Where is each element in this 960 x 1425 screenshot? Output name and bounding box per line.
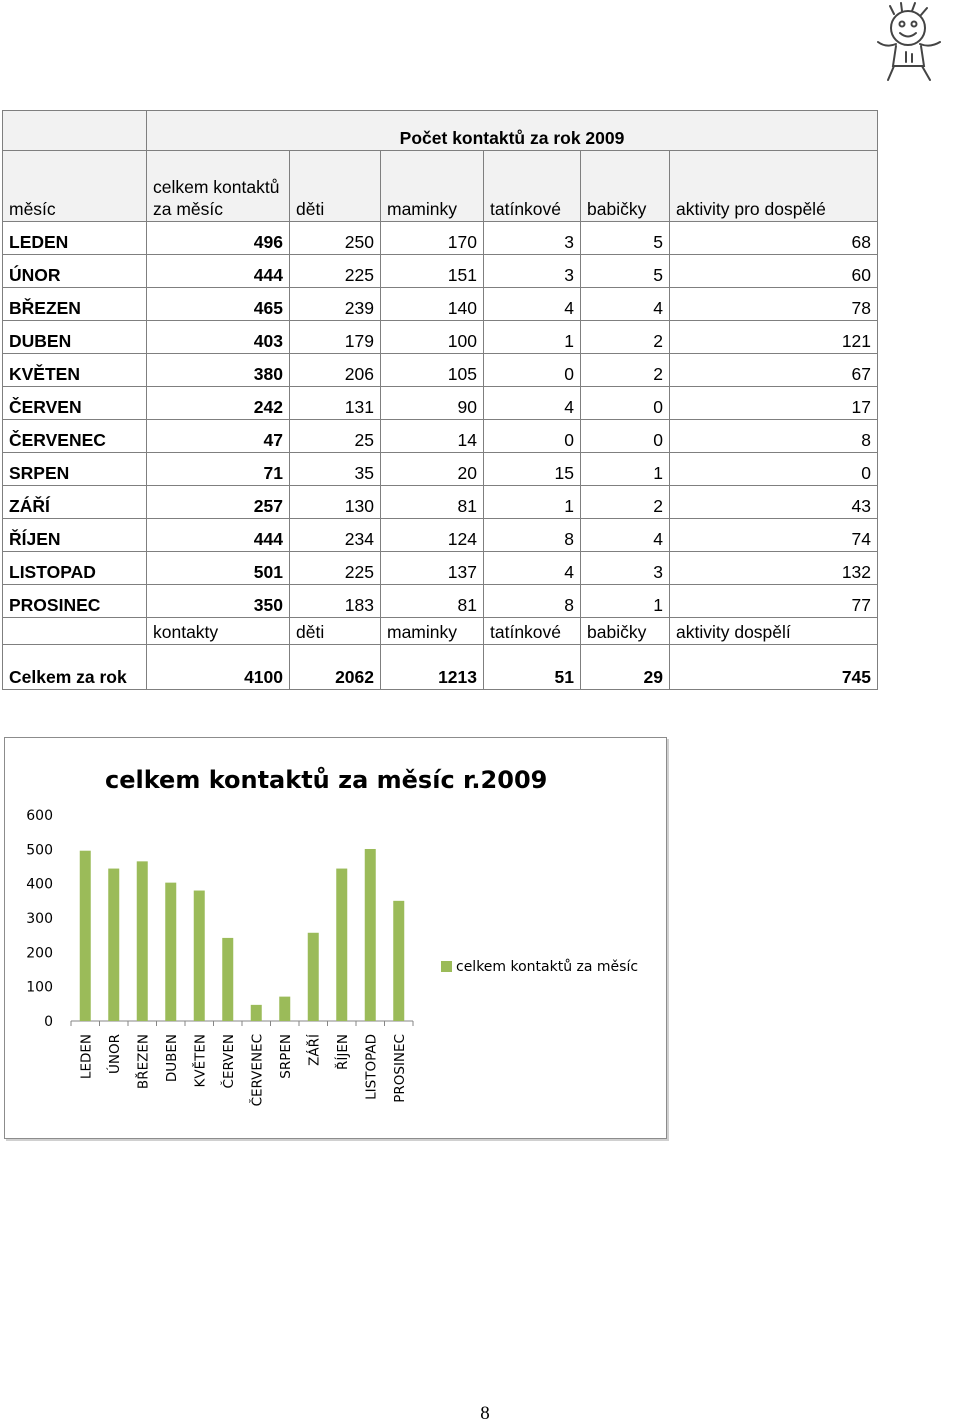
- total-cell: 257: [147, 486, 290, 519]
- chart-bar: [251, 1005, 262, 1021]
- month-cell: KVĚTEN: [3, 354, 147, 387]
- tatinkove-cell: 3: [484, 222, 581, 255]
- tatinkove-cell: 8: [484, 585, 581, 618]
- x-category-label: PROSINEC: [391, 1034, 408, 1103]
- x-category-label: ČERVEN: [220, 1034, 237, 1089]
- chart-bar: [194, 891, 205, 1021]
- chart-bar: [108, 869, 119, 1021]
- x-category-label: SRPEN: [277, 1034, 294, 1079]
- x-category-label: ŘÍJEN: [334, 1034, 351, 1070]
- tatinkove-cell: 0: [484, 354, 581, 387]
- header-deti: děti: [290, 151, 381, 222]
- x-category-label: ČERVENEC: [249, 1034, 266, 1107]
- total-cell: 380: [147, 354, 290, 387]
- x-category-label: LISTOPAD: [363, 1034, 380, 1100]
- table-row: [3, 222, 878, 255]
- total-cell: 444: [147, 255, 290, 288]
- chart-bar: [80, 851, 91, 1021]
- total-cell: 350: [147, 585, 290, 618]
- babicky-cell: 4: [581, 519, 670, 552]
- y-tick-label: 300: [26, 911, 53, 927]
- x-category-label: DUBEN: [163, 1034, 180, 1083]
- total-cell: 403: [147, 321, 290, 354]
- x-category-label: LEDEN: [78, 1034, 95, 1080]
- y-tick-label: 0: [44, 1014, 53, 1030]
- total-cell: 444: [147, 519, 290, 552]
- chart-bar: [137, 861, 148, 1021]
- maminky-cell: 137: [381, 552, 484, 585]
- tatinkove-cell: 8: [484, 519, 581, 552]
- babicky-cell: 5: [581, 255, 670, 288]
- month-cell: SRPEN: [3, 453, 147, 486]
- header-maminky: maminky: [381, 151, 484, 222]
- summary-header-aktivity: aktivity dospělí: [670, 618, 878, 645]
- deti-cell: 239: [290, 288, 381, 321]
- aktivity-cell: 43: [670, 486, 878, 519]
- table-row: [3, 552, 878, 585]
- aktivity-cell: 121: [670, 321, 878, 354]
- summary-babicky: 29: [581, 645, 670, 690]
- chart-bar: [165, 883, 176, 1021]
- chart-bar: [308, 933, 319, 1021]
- contacts-bar-chart: [4, 737, 667, 1139]
- chart-bar: [336, 869, 347, 1021]
- month-cell: DUBEN: [3, 321, 147, 354]
- maminky-cell: 90: [381, 387, 484, 420]
- deti-cell: 179: [290, 321, 381, 354]
- table-row: [3, 486, 878, 519]
- tatinkove-cell: 1: [484, 486, 581, 519]
- deti-cell: 130: [290, 486, 381, 519]
- summary-header-tatinkove: tatínkové: [484, 618, 581, 645]
- aktivity-cell: 0: [670, 453, 878, 486]
- x-category-label: KVĚTEN: [192, 1034, 209, 1088]
- aktivity-cell: 132: [670, 552, 878, 585]
- summary-deti: 2062: [290, 645, 381, 690]
- maminky-cell: 105: [381, 354, 484, 387]
- y-tick-label: 200: [26, 945, 53, 962]
- total-cell: 496: [147, 222, 290, 255]
- aktivity-cell: 68: [670, 222, 878, 255]
- contacts-table: [2, 110, 878, 690]
- summary-kontakty: 4100: [147, 645, 290, 690]
- table-row: [3, 387, 878, 420]
- header-aktivity: aktivity pro dospělé: [670, 151, 878, 222]
- total-cell: 465: [147, 288, 290, 321]
- babicky-cell: 2: [581, 354, 670, 387]
- aktivity-cell: 78: [670, 288, 878, 321]
- deti-cell: 183: [290, 585, 381, 618]
- summary-header-deti: děti: [290, 618, 381, 645]
- summary-aktivity: 745: [670, 645, 878, 690]
- babicky-cell: 4: [581, 288, 670, 321]
- tatinkove-cell: 3: [484, 255, 581, 288]
- deti-cell: 225: [290, 255, 381, 288]
- maminky-cell: 170: [381, 222, 484, 255]
- maminky-cell: 81: [381, 585, 484, 618]
- month-cell: BŘEZEN: [3, 288, 147, 321]
- x-category-label: ZÁŘÍ: [306, 1034, 323, 1066]
- aktivity-cell: 8: [670, 420, 878, 453]
- month-cell: PROSINEC: [3, 585, 147, 618]
- maminky-cell: 151: [381, 255, 484, 288]
- summary-header-maminky: maminky: [381, 618, 484, 645]
- legend-label: celkem kontaktů za měsíc: [456, 959, 639, 975]
- babicky-cell: 2: [581, 486, 670, 519]
- deti-cell: 234: [290, 519, 381, 552]
- maminky-cell: 20: [381, 453, 484, 486]
- babicky-cell: 1: [581, 453, 670, 486]
- maminky-cell: 81: [381, 486, 484, 519]
- deti-cell: 35: [290, 453, 381, 486]
- y-tick-label: 600: [26, 808, 53, 824]
- maminky-cell: 140: [381, 288, 484, 321]
- table-title: Počet kontaktů za rok 2009: [147, 111, 878, 151]
- chart-bar: [279, 997, 290, 1021]
- table-row: [3, 321, 878, 354]
- table-row: [3, 288, 878, 321]
- chart-bar: [222, 938, 233, 1021]
- babicky-cell: 0: [581, 420, 670, 453]
- tatinkove-cell: 4: [484, 288, 581, 321]
- y-tick-label: 100: [26, 979, 53, 996]
- maminky-cell: 124: [381, 519, 484, 552]
- total-cell: 242: [147, 387, 290, 420]
- maminky-cell: 100: [381, 321, 484, 354]
- aktivity-cell: 60: [670, 255, 878, 288]
- month-cell: ČERVENEC: [3, 420, 147, 453]
- header-tatinkove: tatínkové: [484, 151, 581, 222]
- header-babicky: babičky: [581, 151, 670, 222]
- deti-cell: 25: [290, 420, 381, 453]
- y-tick-label: 400: [26, 876, 53, 893]
- babicky-cell: 2: [581, 321, 670, 354]
- chart-bar: [393, 901, 404, 1021]
- header-total: celkem kontaktů za měsíc: [147, 151, 290, 222]
- tatinkove-cell: 4: [484, 552, 581, 585]
- table-row: [3, 519, 878, 552]
- deti-cell: 225: [290, 552, 381, 585]
- table-row: [3, 453, 878, 486]
- aktivity-cell: 17: [670, 387, 878, 420]
- page-number: 8: [480, 1403, 490, 1424]
- tatinkove-cell: 15: [484, 453, 581, 486]
- table-row: [3, 420, 878, 453]
- month-cell: ČERVEN: [3, 387, 147, 420]
- deti-cell: 206: [290, 354, 381, 387]
- title-blank-cell: [3, 111, 147, 151]
- summary-tatinkove: 51: [484, 645, 581, 690]
- summary-header-kontakty: kontakty: [147, 618, 290, 645]
- x-category-label: BŘEZEN: [135, 1034, 152, 1090]
- chart-title: celkem kontaktů za měsíc r.2009: [105, 766, 548, 794]
- x-category-label: ÚNOR: [106, 1034, 123, 1074]
- month-cell: LISTOPAD: [3, 552, 147, 585]
- header-month: měsíc: [3, 151, 147, 222]
- maminky-cell: 14: [381, 420, 484, 453]
- aktivity-cell: 67: [670, 354, 878, 387]
- babicky-cell: 1: [581, 585, 670, 618]
- table-row: [3, 354, 878, 387]
- babicky-cell: 3: [581, 552, 670, 585]
- total-cell: 71: [147, 453, 290, 486]
- deti-cell: 250: [290, 222, 381, 255]
- month-cell: ÚNOR: [3, 255, 147, 288]
- summary-header-blank: [3, 618, 147, 645]
- babicky-cell: 5: [581, 222, 670, 255]
- tatinkove-cell: 1: [484, 321, 581, 354]
- tatinkove-cell: 0: [484, 420, 581, 453]
- table-row: [3, 585, 878, 618]
- deti-cell: 131: [290, 387, 381, 420]
- y-tick-label: 500: [26, 842, 53, 859]
- chart-bar: [365, 849, 376, 1021]
- tatinkove-cell: 4: [484, 387, 581, 420]
- child-drawing-logo-icon: [866, 2, 958, 84]
- table-row: [3, 255, 878, 288]
- total-cell: 501: [147, 552, 290, 585]
- babicky-cell: 0: [581, 387, 670, 420]
- month-cell: ZÁŘÍ: [3, 486, 147, 519]
- month-cell: LEDEN: [3, 222, 147, 255]
- total-cell: 47: [147, 420, 290, 453]
- chart-svg: [5, 738, 666, 1138]
- month-cell: ŘÍJEN: [3, 519, 147, 552]
- summary-label: Celkem za rok: [3, 645, 147, 690]
- summary-header-babicky: babičky: [581, 618, 670, 645]
- aktivity-cell: 74: [670, 519, 878, 552]
- legend-swatch: [441, 961, 452, 972]
- aktivity-cell: 77: [670, 585, 878, 618]
- summary-maminky: 1213: [381, 645, 484, 690]
